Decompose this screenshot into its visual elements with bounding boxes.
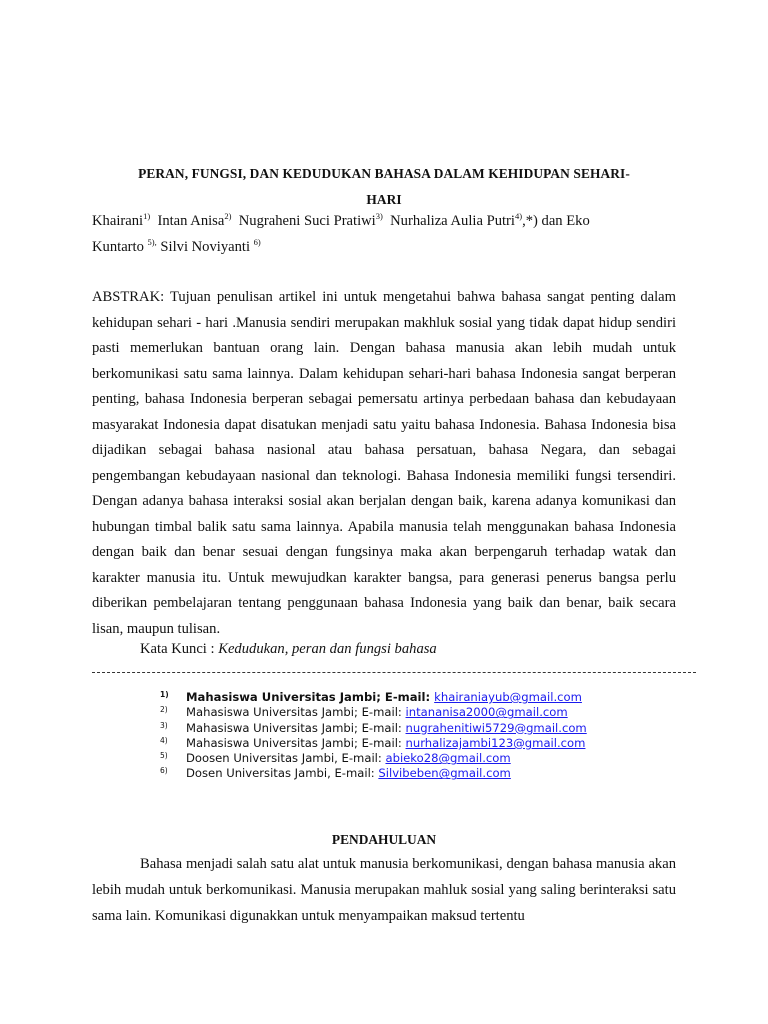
footnote-mark: 1) [160,690,169,699]
abstract-paragraph: ABSTRAK: Tujuan penulisan artikel ini untuk mengetahui bahwa bahasa sangat penting dalam kehidupan sehari - hari .Manusia sendiri merupakan makhluk sosial yang tidak dapat hidup sendiri pasti memerlukan bantuan orang lain. Dengan bahasa manusia akan lebih mudah untuk berkomunikasi satu sama lainnya. Dalam kehidupan sehari-hari bahasa Indonesia sangat berperan penting, bahasa Indonesia berperan sebagai pemersatu artinya perbedaan bahasa dan kebudayaan masyarakat Indonesia dapat disatukan menjadi satu yaitu bahasa Indonesia. Bahasa Indonesia bisa dijadikan sebagai bahasa nasional atau bahasa persatuan, bahasa Negara, dan sebagai pengembangan kebudayaan nasional dan teknologi. Bahasa Indonesia memiliki fungsi tersendiri. Dengan adanya bahasa interaksi sosial akan berjalan dengan baik, karena adanya komunikasi dan hubungan timbal balik satu sama lainnya. Apabila manusia telah menggunakan bahasa Indonesia dengan baik dan benar sesuai dengan fungsinya maka akan berpengaruh terhadap watak dan karakter manusia itu. Untuk mewujudkan karakter bangsa, para generasi penerus bangsa perlu diberikan pembelajaran tentang penggunaan bahasa Indonesia yang baik dan benar, baik secara lisan, maupun tulisan. [92,289,676,637]
email-link[interactable]: nugrahenitiwi5729@gmail.com [405,720,587,735]
keywords-label: Kata Kunci : [140,641,219,657]
title-line-2: HARI [366,192,402,207]
author-affiliation-mark: 1) [143,211,151,221]
email-link[interactable]: abieko28@gmail.com [385,751,511,766]
footnote-text: Mahasiswa Universitas Jambi; E-mail: [186,705,406,720]
title-line-1: PERAN, FUNGSI, DAN KEDUDUKAN BAHASA DALAM KEHIDUPAN SEHARI- [138,166,630,181]
intro-paragraph: Bahasa menjadi salah satu alat untuk manusia berkomunikasi, dengan bahasa manusia akan lebih mudah untuk berkomunikasi. Manusia merupakan mahluk sosial yang saling berinteraksi satu sama lain. Komunikasi digunakkan untuk menyampaikan maksud tertentu [92,856,676,924]
footnote-item [160,705,587,720]
author-separator: ,*) dan Eko [522,213,590,229]
keywords-line [140,636,437,662]
affiliation-footnotes [160,690,587,782]
footnote-item [160,751,587,766]
paper-title [92,161,676,213]
footnote-text: Doosen Universitas Jambi, E-mail: [186,751,386,766]
footnote-text: Mahasiswa Universitas Jambi; E-mail: [186,735,406,750]
footnote-item [160,721,587,736]
footnote-item [160,766,587,781]
email-link[interactable]: nurhalizajambi123@gmail.com [405,735,586,750]
footnote-mark: 3) [160,720,168,730]
footnote-mark: 5) [160,751,168,761]
author-affiliation-mark: 4) [514,211,523,221]
footnote-item [160,736,587,751]
author-affiliation-mark: 6) [253,237,261,247]
author-name: Silvi Noviyanti [160,239,251,255]
footnote-mark: 4) [160,735,168,745]
section-heading: PENDAHULUAN [331,832,437,847]
author-name: Khairani [92,213,144,229]
footnote-item [160,690,587,705]
email-link[interactable]: khairaniayub@gmail.com [434,690,582,704]
author-affiliation-mark: 3) [375,211,383,221]
author-affiliation-mark: 2) [224,211,232,221]
email-link[interactable]: Silvibeben@gmail.com [378,766,511,781]
keywords-value: Kedudukan, peran dan fungsi bahasa [218,641,437,657]
footnote-text: Mahasiswa Universitas Jambi; E-mail: [186,720,406,735]
email-link[interactable]: intananisa2000@gmail.com [405,705,568,720]
author-name: Nurhaliza Aulia Putri [390,213,515,229]
footnote-text: Dosen Universitas Jambi, E-mail: [186,766,379,781]
author-affiliation-mark: 5), [147,237,157,247]
author-name: Intan Anisa [157,213,225,229]
author-list [92,208,676,260]
author-name: Nugraheni Suci Pratiwi [238,213,376,229]
footnote-mark: 2) [160,705,168,715]
author-name: Kuntarto [92,239,144,255]
footnote-mark: 6) [160,766,168,776]
footnote-text: Mahasiswa Universitas Jambi; E-mail: [186,690,435,704]
dashed-separator [92,672,696,673]
